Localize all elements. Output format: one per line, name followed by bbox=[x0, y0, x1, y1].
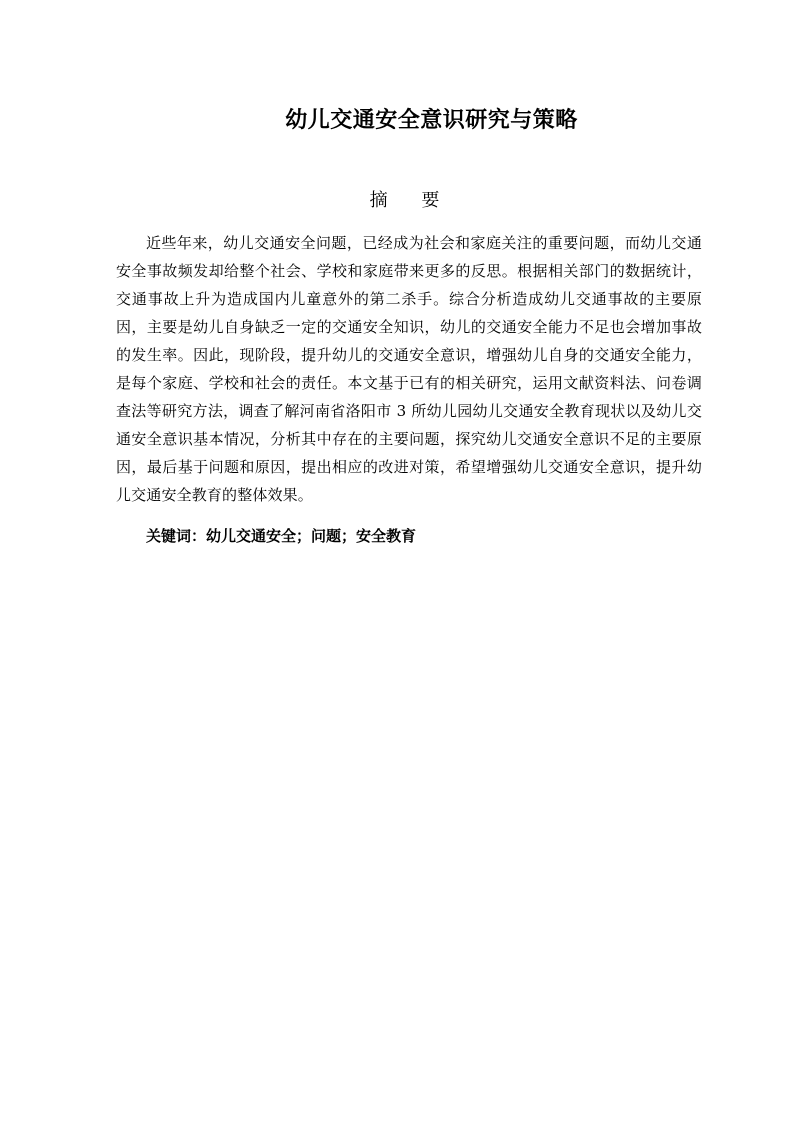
keywords-line: 关键词：幼儿交通安全；问题；安全教育 bbox=[146, 527, 417, 545]
paper-title: 幼儿交通安全意识研究与策略 bbox=[285, 107, 578, 133]
abstract-heading: 摘 要 bbox=[369, 190, 454, 211]
abstract-paragraph: 近些年来，幼儿交通安全问题，已经成为社会和家庭关注的重要问题，而幼儿交通安全事故频发却给整个社会、学校和家庭带来更多的反思。根据相关部门的数据统计，交通事故上升为造成国内儿童意外的第二杀手。综合分析造成幼儿交通事故的主要原因，主要是幼儿自身缺乏一定的交通安全知识，幼儿的交通安全能力不足也会增加事故的发生率。因此，现阶段，提升幼儿的交通安全意识，增强幼儿自身的交通安全能力，是每个家庭、学校和社会的责任。本文基于已有的相关研究，运用文献资料法、问卷调查法等研究方法，调查了解河南省洛阳市 3 所幼儿园幼儿交通安全教育现状以及幼儿交通安全意识基本情况，分析其中存在的主要问题，探究幼儿交通安全意识不足的主要原因，最后基于问题和原因，提出相应的改进对策，希望增强幼儿交通安全意识，提升幼儿交通安全教育的整体效果。 bbox=[116, 234, 702, 504]
